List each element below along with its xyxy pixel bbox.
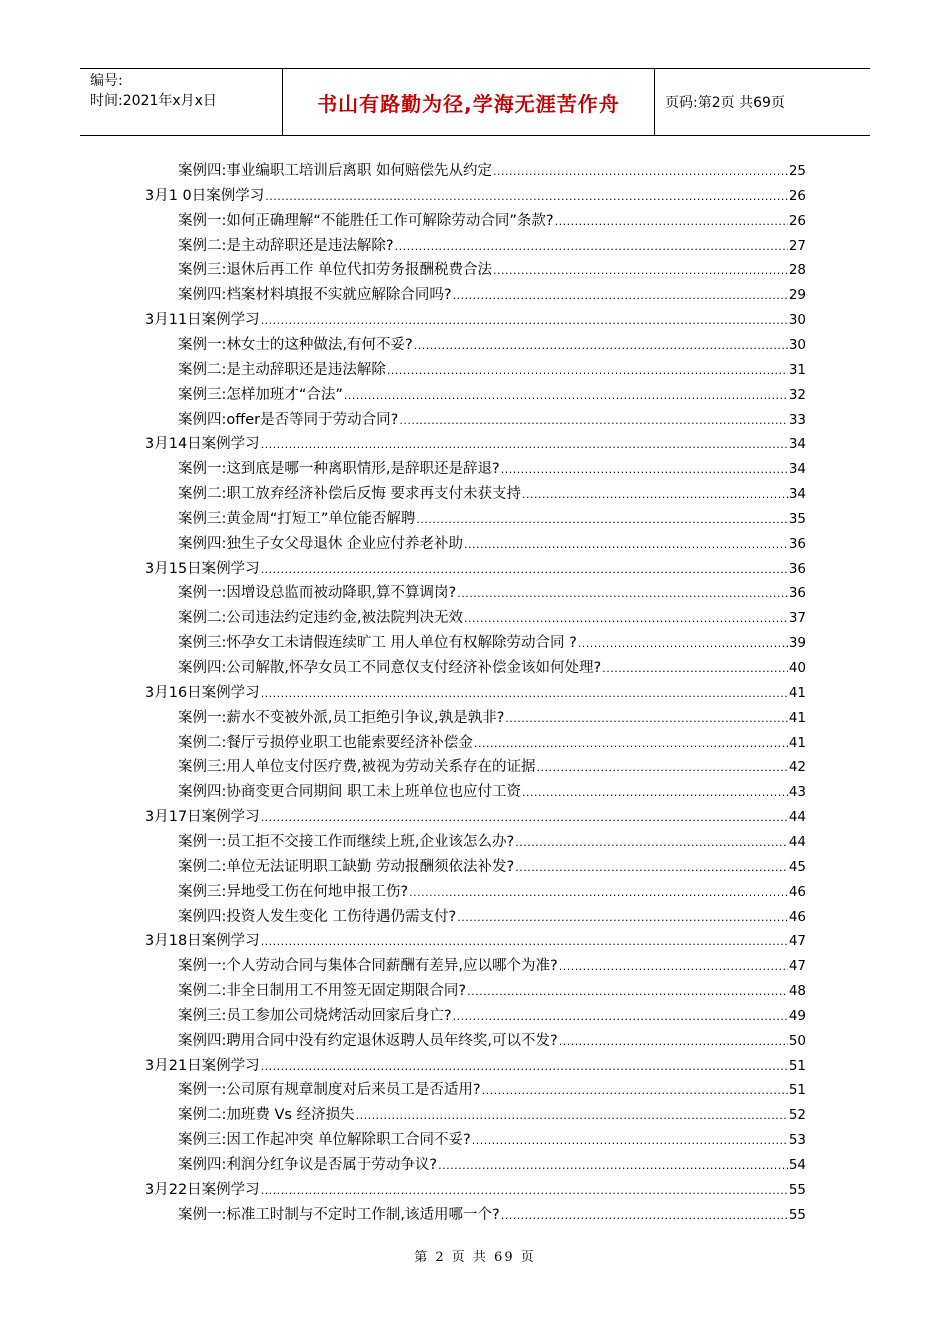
toc-entry-title: 案例三:用人单位支付医疗费,被视为劳动关系存在的证据 [178,759,536,776]
toc-entry-title: 案例四:聘用合同中没有约定退休返聘人员年终奖,可以不发? [178,1032,558,1049]
toc-page-number: 34 [788,486,806,503]
toc-case-entry[interactable] [178,707,806,729]
toc-section-entry[interactable] [145,433,806,455]
toc-case-entry[interactable] [178,533,806,555]
toc-case-entry[interactable] [178,359,806,381]
toc-dot-leader [457,587,788,601]
toc-case-entry[interactable] [178,732,806,754]
toc-dot-leader [409,886,788,900]
toc-page-number: 42 [788,759,806,776]
toc-page-number: 50 [788,1032,806,1049]
toc-dot-leader [472,1134,788,1148]
toc-dot-leader [555,215,788,229]
toc-case-entry[interactable] [178,334,806,356]
toc-case-entry[interactable] [178,632,806,654]
toc-entry-title: 案例二:非全日制用工不用签无固定期限合同? [178,983,467,1000]
toc-case-entry[interactable] [178,235,806,257]
toc-page-number: 30 [788,312,806,329]
toc-section-entry[interactable] [145,1179,806,1201]
header-time-label: 时间:2021年x月x日 [90,93,217,109]
toc-case-entry[interactable] [178,831,806,853]
toc-dot-leader [261,1184,788,1198]
toc-dot-leader [344,389,788,403]
toc-entry-title: 案例四:投资人发生变化 工伤待遇仍需支付? [178,908,457,925]
toc-page-number: 44 [788,809,806,826]
toc-case-entry[interactable] [178,384,806,406]
toc-case-entry[interactable] [178,906,806,928]
toc-entry-title: 3月21日案例学习 [145,1057,260,1074]
toc-dot-leader [356,1109,788,1123]
toc-page-number: 41 [788,709,806,726]
toc-entry-title: 3月18日案例学习 [145,933,260,950]
toc-dot-leader [537,761,788,775]
toc-case-entry[interactable] [178,1154,806,1176]
toc-case-entry[interactable] [178,160,806,182]
page-header [80,68,870,136]
toc-entry-title: 案例三:因工作起冲突 单位解除职工合同不妥? [178,1132,471,1149]
toc-dot-leader [261,1060,788,1074]
toc-section-entry[interactable] [145,682,806,704]
toc-dot-leader [261,811,788,825]
toc-section-entry[interactable] [145,309,806,331]
toc-dot-leader [559,960,788,974]
toc-page-number: 45 [788,858,806,875]
toc-entry-title: 案例一:这到底是哪一种离职情形,是辞职还是辞退? [178,461,500,478]
header-motto-cell [283,69,655,135]
toc-entry-title: 案例三:怎样加班才“合法” [178,386,343,403]
toc-page-number: 39 [788,635,806,652]
toc-case-entry[interactable] [178,1005,806,1027]
toc-dot-leader [515,861,788,875]
toc-dot-leader [467,985,788,999]
toc-entry-title: 案例四:协商变更合同期间 职工未上班单位也应付工资 [178,784,521,801]
toc-page-number: 35 [788,510,806,527]
toc-page-number: 54 [788,1157,806,1173]
toc-dot-leader [505,712,788,726]
toc-entry-title: 案例一:员工拒不交接工作而继续上班,企业该怎么办? [178,833,515,850]
header-meta [80,69,283,135]
toc-dot-leader [399,414,787,428]
toc-dot-leader [395,240,788,254]
toc-dot-leader [265,190,788,204]
toc-dot-leader [493,165,788,179]
toc-page-number: 51 [788,1057,806,1074]
toc-case-entry[interactable] [178,1129,806,1151]
toc-section-entry[interactable] [145,558,806,580]
toc-dot-leader [493,264,788,278]
toc-case-entry[interactable] [178,1079,806,1101]
toc-page-number: 41 [788,734,806,751]
toc-entry-title: 案例二:餐厅亏损停业职工也能索要经济补偿金 [178,734,473,751]
toc-page-number: 34 [788,461,806,478]
toc-dot-leader [522,488,788,502]
toc-case-entry[interactable] [178,259,806,281]
toc-section-entry[interactable] [145,806,806,828]
toc-page-number: 30 [788,336,806,353]
page-footer: 第 2 页 共 69 页 [414,1250,536,1265]
toc-case-entry[interactable] [178,1204,806,1226]
toc-case-entry[interactable] [178,1030,806,1052]
toc-case-entry[interactable] [178,409,806,431]
toc-entry-title: 案例四:独生子女父母退休 企业应付养老补助 [178,535,463,552]
toc-case-entry[interactable] [178,1104,806,1126]
toc-entry-title: 案例四:offer是否等同于劳动合同? [178,411,399,428]
toc-case-entry[interactable] [178,980,806,1002]
toc-page-number: 46 [788,908,806,925]
toc-dot-leader [464,612,788,626]
toc-dot-leader [416,513,787,527]
toc-entry-title: 案例一:如何正确理解“不能胜任工作可解除劳动合同”条款? [178,212,554,229]
toc-case-entry[interactable] [178,582,806,604]
toc-dot-leader [482,1084,788,1098]
toc-section-entry[interactable] [145,185,806,207]
toc-page-number: 53 [788,1132,806,1149]
header-number-label: 编号: [90,73,123,89]
toc-section-entry[interactable] [145,1055,806,1077]
toc-entry-title: 3月15日案例学习 [145,560,260,577]
toc-entry-title: 案例四:档案材料填报不实就应解除合同吗? [178,287,452,304]
toc-dot-leader [261,935,788,949]
toc-case-entry[interactable] [178,607,806,629]
toc-entry-title: 案例二:单位无法证明职工缺勤 劳动报酬须依法补发? [178,858,515,875]
toc-page-number: 47 [788,933,806,950]
header-motto: 书山有路勤为径,学海无涯苦作舟 [317,91,620,116]
toc-case-entry[interactable] [178,458,806,480]
toc-dot-leader [453,1010,788,1024]
toc-entry-title: 3月11日案例学习 [145,312,260,329]
toc-entry-title: 3月14日案例学习 [145,436,260,453]
toc-case-entry[interactable] [178,483,806,505]
toc-entry-title: 案例三:退休后再工作 单位代扣劳务报酬税费合法 [178,262,492,279]
toc-entry-title: 3月1 0日案例学习 [145,187,265,204]
toc-dot-leader [261,563,788,577]
toc-dot-leader [515,836,788,850]
toc-dot-leader [261,438,788,452]
toc-dot-leader [261,687,788,701]
toc-entry-title: 3月16日案例学习 [145,684,260,701]
toc-page-number: 43 [788,784,806,801]
toc-page-number: 49 [788,1007,806,1024]
toc-page-number: 40 [788,660,806,676]
toc-page-number: 36 [788,585,806,602]
toc-page-number: 37 [788,610,806,627]
toc-entry-title: 案例四:利润分红争议是否属于劳动争议? [178,1157,438,1173]
toc-dot-leader [501,1209,788,1223]
toc-dot-leader [474,737,788,751]
toc-entry-title: 案例三:员工参加公司烧烤活动回家后身亡? [178,1007,452,1024]
toc-entry-title: 案例一:因增设总监而被动降职,算不算调岗? [178,585,457,602]
toc-entry-title: 案例三:怀孕女工未请假连续旷工 用人单位有权解除劳动合同 ? [178,635,577,652]
toc-case-entry[interactable] [178,881,806,903]
toc-page-number: 34 [788,436,806,453]
toc-entry-title: 案例二:加班费 Vs 经济损失 [178,1107,355,1124]
toc-entry-title: 3月22日案例学习 [145,1181,260,1198]
toc-dot-leader [457,911,788,925]
toc-case-entry[interactable] [178,955,806,977]
toc-page-number: 47 [788,958,806,975]
toc-page-number: 46 [788,883,806,900]
toc-case-entry[interactable] [178,856,806,878]
toc-entry-title: 案例四:公司解散,怀孕女员工不同意仅支付经济补偿金该如何处理? [178,660,602,676]
toc-entry-title: 案例二:是主动辞职还是违法解除? [178,237,394,254]
toc-page-number: 41 [788,684,806,701]
toc-page-number: 32 [788,386,806,403]
toc-entry-title: 案例四:事业编职工培训后离职 如何赔偿先从约定 [178,163,492,179]
toc-dot-leader [453,289,788,303]
toc-page-number: 28 [788,262,806,279]
toc-page-number: 29 [788,287,806,304]
toc-entry-title: 案例二:职工放弃经济补偿后反悔 要求再支付未获支持 [178,486,521,503]
toc-dot-leader [578,637,788,651]
toc-section-entry[interactable] [145,930,806,952]
toc-entry-title: 案例一:林女士的这种做法,有何不妥? [178,336,413,353]
header-page-info: 页码:第2页 共69页 [665,95,785,111]
toc-entry-title: 案例三:异地受工伤在何地申报工伤? [178,883,409,900]
toc-page-number: 36 [788,535,806,552]
toc-dot-leader [387,364,788,378]
toc-page-number: 36 [788,560,806,577]
toc-dot-leader [559,1035,788,1049]
toc-entry-title: 案例三:黄金周“打短工”单位能否解聘 [178,510,416,527]
toc-page-number: 27 [788,237,806,254]
toc-case-entry[interactable] [178,756,806,778]
toc-dot-leader [501,463,788,477]
toc-dot-leader [464,538,788,552]
toc-entry-title: 案例二:公司违法约定违约金,被法院判决无效 [178,610,463,627]
toc-dot-leader [438,1159,788,1173]
toc-entry-title: 案例一:标准工时制与不定时工作制,该适用哪一个? [178,1206,500,1223]
toc-page-number: 33 [788,411,806,428]
toc-dot-leader [602,662,788,676]
toc-page-number: 26 [788,187,806,204]
toc-page-number: 52 [788,1107,806,1124]
toc-page-number: 48 [788,983,806,1000]
toc-entry-title: 案例一:公司原有规章制度对后来员工是否适用? [178,1082,481,1099]
toc-case-entry[interactable] [178,657,806,679]
toc-page-number: 44 [788,833,806,850]
toc-entry-title: 案例一:个人劳动合同与集体合同薪酬有差异,应以哪个为准? [178,958,558,975]
toc-entry-title: 案例一:薪水不变被外派,员工拒绝引争议,孰是孰非? [178,709,505,726]
toc-dot-leader [261,314,788,328]
toc-page-number: 31 [788,361,806,378]
toc-page-number: 51 [788,1082,806,1099]
toc-page-number: 55 [788,1181,806,1198]
toc-entry-title: 案例二:是主动辞职还是违法解除 [178,361,386,378]
toc-dot-leader [414,339,788,353]
toc-entry-title: 3月17日案例学习 [145,809,260,826]
toc-case-entry[interactable] [178,284,806,306]
toc-page-number: 26 [788,212,806,229]
toc-case-entry[interactable] [178,210,806,232]
toc-dot-leader [522,786,788,800]
toc-page-number: 55 [788,1206,806,1223]
toc-page-number: 25 [788,163,806,179]
toc-case-entry[interactable] [178,781,806,803]
toc-case-entry[interactable] [178,508,806,530]
